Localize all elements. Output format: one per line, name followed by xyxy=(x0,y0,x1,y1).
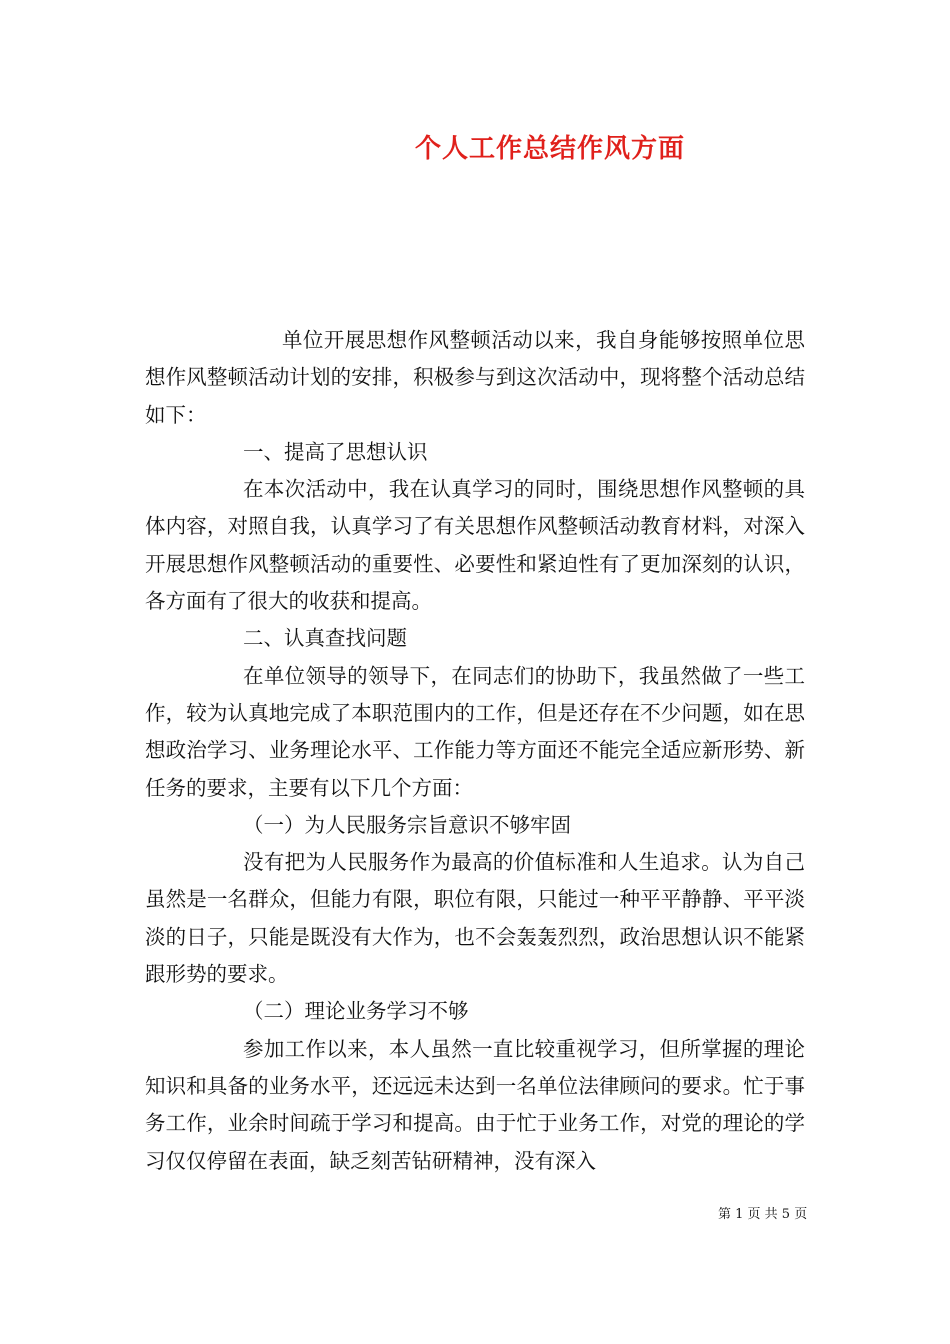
subsection-heading-2: （二）理论业务学习不够 xyxy=(243,999,469,1024)
section-heading-1: 一、提高了思想认识 xyxy=(243,439,428,464)
paragraph-subsection-2: 参加工作以来，本人虽然一直比较重视学习，但所掌握的理论知识和具备的业务水平，还远远未达到一名单位法律顾问的要求。忙于事务工作，业余时间疏于学习和提高。由于忙于业务工作，对党的理论的学习仅仅停留在表面，缺乏刻苦钻研精神，没有深入 xyxy=(145,1036,805,1173)
paragraph-section-1: 在本次活动中，我在认真学习的同时，围绕思想作风整顿的具体内容，对照自我，认真学习了有关思想作风整顿活动教育材料，对深入开展思想作风整顿活动的重要性、必要性和紧迫性有了更加深刻的认识，各方面有了很大的收获和提高。 xyxy=(145,477,805,614)
page-number-footer: 第 1 页 共 5 页 xyxy=(718,1207,808,1222)
paragraph-section-2: 在单位领导的领导下，在同志们的协助下，我虽然做了一些工作，较为认真地完成了本职范围内的工作，但是还存在不少问题，如在思想政治学习、业务理论水平、工作能力等方面还不能完全适应新形势、新任务的要求，主要有以下几个方面： xyxy=(145,663,805,800)
paragraph-subsection-1: 没有把为人民服务作为最高的价值标准和人生追求。认为自己虽然是一名群众，但能力有限，职位有限，只能过一种平平静静、平平淡淡的日子，只能是既没有大作为，也不会轰轰烈烈，政治思想认识不能紧跟形势的要求。 xyxy=(145,850,805,987)
document-title: 个人工作总结作风方面 xyxy=(414,134,685,164)
subsection-heading-1: （一）为人民服务宗旨意识不够牢固 xyxy=(243,812,571,837)
paragraph-intro: 单位开展思想作风整顿活动以来，我自身能够按照单位思想作风整顿活动计划的安排，积极参与到这次活动中，现将整个活动总结如下： xyxy=(145,328,805,427)
document-body xyxy=(145,322,805,1180)
section-heading-2: 二、认真查找问题 xyxy=(243,626,407,651)
